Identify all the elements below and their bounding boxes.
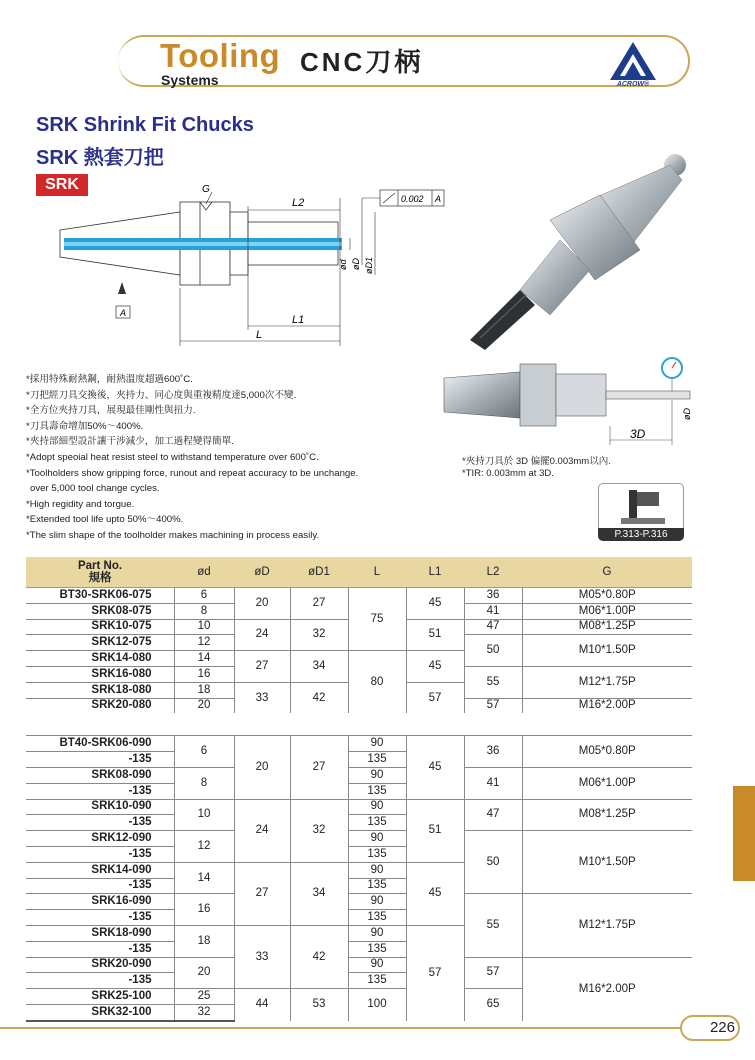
feature-item: over 5,000 tool change cycles.	[30, 483, 160, 495]
d1-label: øD1	[364, 256, 374, 274]
section-tab	[733, 786, 755, 881]
l2-label: L2	[292, 197, 305, 209]
table-row: -135 135	[26, 846, 692, 862]
table-row: SRK32-100 32	[26, 1004, 692, 1020]
table-row: SRK18-090 18 33 42 90 57	[26, 925, 692, 941]
feature-item: *採用特殊耐熱鋼，耐熱溫度超過600˚C.	[26, 374, 193, 385]
tir-3d-label: 3D	[630, 427, 646, 441]
col-d1: øD1	[290, 557, 348, 588]
reference-pages[interactable]: P.313-P.316	[598, 528, 684, 541]
table-row: SRK10-090 10 24 32 90 51 47 M08*1.25P	[26, 799, 692, 815]
table-row: SRK20-080 20 57 M16*2.00P	[26, 698, 692, 713]
col-big-d: øD	[234, 557, 290, 588]
table-row: SRK25-100 25 44 53 100 65	[26, 989, 692, 1005]
table-separator	[26, 713, 692, 736]
table-row: SRK12-075 12 50 M10*1.50P	[26, 635, 692, 651]
table-row: SRK18-080 18 33 42 57	[26, 682, 692, 698]
col-d: ød	[174, 557, 234, 588]
l1-label: L1	[292, 314, 305, 326]
page-number: 226	[709, 1019, 735, 1036]
tir-d-label: øD	[682, 408, 692, 420]
table-row: SRK16-080 16 55 M12*1.75P	[26, 666, 692, 682]
table-header-row	[26, 557, 692, 588]
table-row: -135 135	[26, 941, 692, 957]
table-row: -135 135	[26, 752, 692, 768]
table-row: -135 135	[26, 878, 692, 894]
table-row: -135 135	[26, 783, 692, 799]
feature-item: *刀具壽命增加50%～400%.	[26, 420, 144, 432]
feature-item: *The slim shape of the toolholder makes machining in process easily.	[26, 529, 320, 541]
tolerance-datum: A	[435, 194, 442, 204]
table-row: -135 135	[26, 973, 692, 989]
feature-item: *夾持部細型設計讓干涉減少，加工過程變得簡單.	[26, 436, 234, 448]
table-row: -135 135	[26, 910, 692, 926]
table-row: SRK16-090 16 90 55 M12*1.75P	[26, 894, 692, 910]
col-l1: L1	[406, 557, 464, 588]
spec-table	[26, 557, 692, 1022]
page-title-en: SRK Shrink Fit Chucks	[36, 114, 254, 136]
product-photo	[440, 150, 700, 350]
brand-systems: Systems	[161, 72, 219, 88]
table-row: SRK08-090 8 90 41 M06*1.00P	[26, 767, 692, 783]
tolerance-value: 0.002	[401, 194, 424, 204]
feature-item: *High regidity and torgue.	[26, 498, 135, 510]
technical-drawing	[60, 178, 440, 353]
col-g: G	[522, 557, 692, 588]
col-l2: L2	[464, 557, 522, 588]
logo-text: ACROW®	[616, 81, 650, 88]
feature-item: *Adopt speoial heat resist steel to withstand temperature over 600˚C.	[26, 451, 319, 463]
feature-item: *Toolholders show gripping force, runout and repeat accuracy to be unchange.	[26, 467, 359, 479]
page-title-zh: SRK 熱套刀把	[36, 147, 164, 169]
table-row: SRK14-080 14 27 34 80 45	[26, 651, 692, 667]
feature-item: *Extended tool life upto 50%～400%.	[26, 514, 184, 526]
table-row: SRK12-090 12 90 50 M10*1.50P	[26, 831, 692, 847]
table-row: SRK14-090 14 27 34 90 45	[26, 862, 692, 878]
g-label: G	[202, 184, 210, 195]
d-label: ød	[338, 259, 348, 270]
feature-list	[26, 372, 358, 544]
table-row: BT30-SRK06-075 6 20 27 75 45 36 M05*0.80P	[26, 588, 692, 604]
table-row: SRK20-090 20 90 57 M16*2.00P	[26, 957, 692, 973]
big-d-label: øD	[351, 258, 361, 270]
series-badge: SRK	[36, 174, 88, 196]
tir-drawing	[440, 350, 700, 450]
feature-item: *全方位夾持刀具，展現最佳剛性與扭力.	[26, 405, 196, 417]
footer-line	[0, 1027, 682, 1029]
l-label: L	[256, 329, 263, 341]
tir-note	[462, 456, 611, 480]
part-no: BT30-SRK06-075	[26, 588, 174, 604]
feature-item: *刀把經刀具交換後，夾持力、同心度與重複精度達5,000次不變.	[26, 389, 297, 401]
tir-note-zh: *夾持刀具於 3D 偏擺0.003mm以內.	[462, 456, 611, 467]
col-l: L	[348, 557, 406, 588]
datum-a-label: A	[120, 308, 127, 318]
brand-tooling: Tooling	[160, 37, 281, 74]
table-row: BT40-SRK06-090 6 20 27 90 45 36 M05*0.80P	[26, 736, 692, 752]
table-row: SRK10-075 10 24 32 51 47 M08*1.25P	[26, 619, 692, 635]
tir-note-en: *TIR: 0.003mm at 3D.	[462, 468, 554, 479]
shrink-machine-icon	[599, 484, 685, 528]
category-title: CNC刀柄	[300, 47, 424, 77]
table-row: -135 135	[26, 815, 692, 831]
table-row: SRK08-075 8 41 M06*1.00P	[26, 603, 692, 619]
col-part-no: Part No. 規格	[26, 557, 174, 588]
